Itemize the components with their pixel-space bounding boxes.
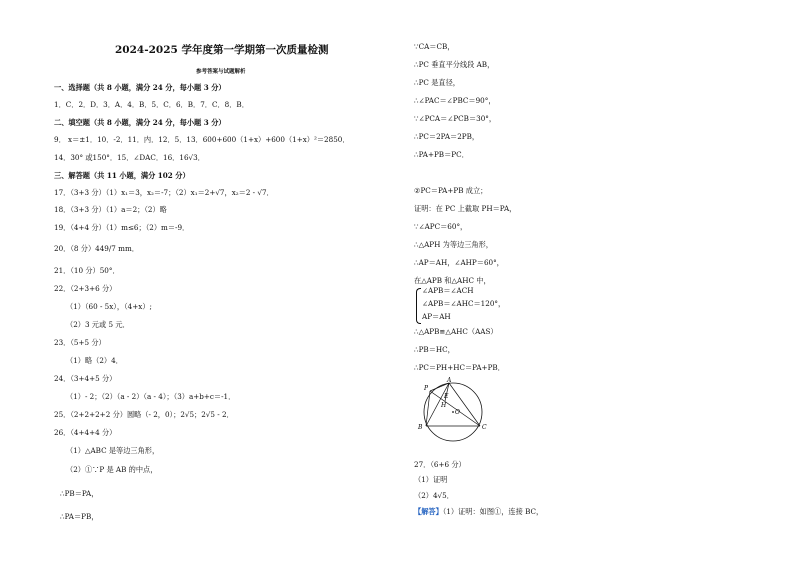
label-c: C: [482, 424, 487, 431]
answer-line: 26．（4+4+4 分）: [54, 428, 117, 437]
answer-line: ∴PA＝PB，: [60, 512, 99, 521]
proof-line: AP＝AH: [422, 312, 451, 321]
answer-tag: 【解答】: [414, 507, 443, 516]
proof-line: ∠APB＝∠AHC＝120°，: [422, 299, 506, 308]
answer-line: 23．（5+5 分）: [54, 338, 106, 347]
proof-line: 在△APB 和△AHC 中，: [414, 276, 491, 285]
proof-line: ∴PC 垂直平分线段 AB，: [414, 60, 495, 69]
proof-line: ∴PB＝HC，: [414, 345, 455, 354]
answer-line: （1）△ABC 是等边三角形，: [66, 446, 160, 455]
answer-line: 9． x＝±1．10．-2．11．内．12．5．13．600+600（1+x）+600（1+x）²＝2850．: [54, 135, 350, 144]
proof-line: ②PC＝PA+PB 成立；: [414, 186, 488, 195]
answer-line: 1．C．2．D．3．A．4．B．5．C．6．B．7．C．8．B．: [54, 100, 249, 109]
proof-line: ∴PA+PB＝PC．: [414, 150, 469, 159]
proof-line: ∴PC＝PH+HC＝PA+PB．: [414, 363, 505, 372]
segment-ac: [449, 383, 480, 426]
section-heading: 一、选择题（共 8 小题，满分 24 分，每小题 3 分）: [54, 83, 226, 92]
answer-line: （1）证明: [414, 475, 448, 484]
label-a: A: [447, 377, 452, 384]
answer-line: （2）①∵P 是 AB 的中点，: [66, 465, 158, 474]
answer-line: 24．（3+4+5 分）: [54, 374, 117, 383]
answer-line: （1）（60 - 5x），（4+x）;: [66, 302, 152, 311]
answer-line: 22．（2+3+6 分）: [54, 284, 117, 293]
proof-line: ∴AP＝AH，∠AHP＝60°，: [414, 258, 504, 267]
answer-line: 19．（4+4 分）（1）m≤6；（2）m＝-9．: [54, 223, 190, 232]
answer-line: （2）4√5．: [414, 491, 454, 500]
section-heading: 二、填空题（共 8 小题，满分 24 分，每小题 3 分）: [54, 118, 226, 127]
proof-line: ∠APB＝∠ACH: [422, 286, 474, 295]
proof-line: ∵∠PCA＝∠PCB＝30°，: [414, 114, 497, 123]
answer-line: 21．（10 分）50°．: [54, 266, 120, 275]
segment-pb: [426, 391, 430, 426]
proof-line: ∴PC 是直径，: [414, 78, 460, 87]
answer-line: （1）略（2）4．: [66, 356, 123, 365]
page-title: 2024-2025 学年度第一学期第一次质量检测: [115, 44, 329, 56]
center-point: [452, 411, 454, 413]
label-e: E: [444, 393, 449, 400]
label-o: O: [455, 409, 460, 416]
answer-line: 14．30° 或150°．15．∠DAC．16．16√3．: [54, 153, 205, 162]
label-b: B: [418, 424, 423, 431]
answer-line: ∴PB＝PA，: [60, 489, 99, 498]
proof-line: ∵∠APC＝60°，: [414, 222, 468, 231]
answer-line: 25．（2+2+2+2 分）圆略（- 2，0）；2√5；2√5 - 2．: [54, 410, 234, 419]
answer-line: （2）3 元或 5 元．: [66, 320, 130, 329]
label-h: H: [441, 402, 447, 409]
answer-line: 27．（6+6 分）: [414, 460, 466, 469]
answer-text: （1）证明：如图①，连接 BC，: [442, 507, 544, 516]
proof-line: 证明：在 PC 上截取 PH＝PA，: [414, 204, 517, 213]
proof-line: ∴PC＝2PA＝2PB，: [414, 132, 480, 141]
system-brace: [416, 288, 421, 324]
proof-line: ∴△APH 为等边三角形，: [414, 240, 493, 249]
proof-line: ∴∠PAC＝∠PBC＝90°，: [414, 96, 496, 105]
answer-line: 17．（3+3 分）（1）x₁＝3，x₂＝-7；（2）x₁＝2+√7，x₂＝2 - √7．: [54, 188, 274, 197]
proof-line: ∵CA＝CB，: [414, 42, 455, 51]
proof-line: ∴△APB≌△AHC（AAS）: [414, 327, 498, 336]
answer-line: 18．（3+3 分）（1）a＝2；（2）略: [54, 205, 167, 214]
geometry-figure: [416, 374, 496, 444]
label-p: P: [424, 385, 429, 392]
page-subtitle: 参考答案与试题解析: [196, 69, 246, 75]
answer-line: （1）- 2；（2）（a - 2）（a - 4）；（3）a+b+c＝-1．: [66, 392, 236, 401]
segment-pa: [430, 383, 449, 391]
answer-line: 20．（8 分）449/7 mm．: [54, 244, 139, 253]
answer-solution-line: [414, 507, 543, 517]
section-heading: 三、解答题（共 11 小题，满分 102 分）: [54, 171, 190, 180]
